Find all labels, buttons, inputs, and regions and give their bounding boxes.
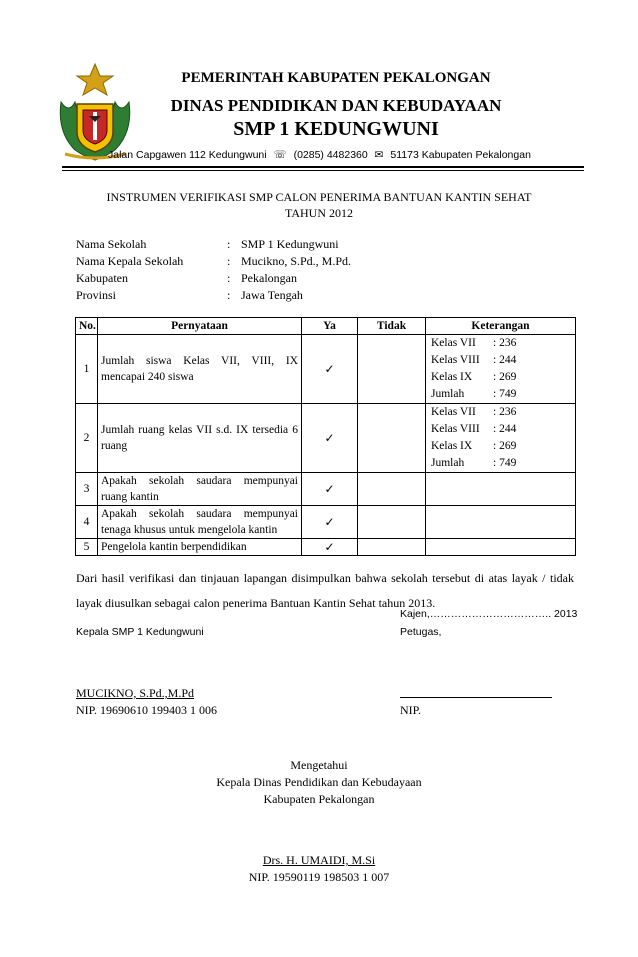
acknowledged-label: Mengetahui: [290, 758, 348, 772]
col-no-answer-header: Tidak: [358, 318, 426, 335]
row-statement: Apakah sekolah saudara mempunyai tenaga khusus untuk mengelola kantin: [98, 506, 302, 539]
officer-nip: NIP.: [400, 703, 422, 717]
row-tidak: [358, 404, 426, 473]
row-statement: Pengelola kantin berpendidikan: [98, 539, 302, 556]
info-separator: :: [227, 271, 231, 285]
info-separator: :: [227, 254, 231, 268]
info-row: [76, 270, 351, 287]
header-school-name: SMP 1 KEDUNGWUNI: [233, 118, 439, 140]
row-notes: Kelas VII : 236 Kelas VIII : 244 Kelas IX : 269 Jumlah : 749: [426, 404, 576, 473]
row-tidak: [358, 473, 426, 506]
header-government-line: PEMERINTAH KABUPATEN PEKALONGAN: [181, 70, 491, 86]
table-row: [76, 539, 576, 556]
row-number: 1: [76, 335, 98, 404]
info-label: Nama Sekolah: [76, 237, 147, 251]
checkmark-icon: ✓: [302, 335, 358, 404]
row-statement: Apakah sekolah saudara mempunyai ruang kantin: [98, 473, 302, 506]
envelope-icon: ✉: [374, 149, 384, 161]
col-statement-header: Pernyataan: [98, 318, 302, 335]
table-row: [76, 473, 576, 506]
row-tidak: [358, 539, 426, 556]
row-notes: [426, 539, 576, 556]
row-number: 2: [76, 404, 98, 473]
col-no-header: No.: [76, 318, 98, 335]
row-statement: Jumlah siswa Kelas VII, VIII, IX mencapai 240 siswa: [98, 335, 302, 404]
row-notes: [426, 506, 576, 539]
info-separator: :: [227, 237, 231, 251]
principal-nip: NIP. 19690610 199403 1 006: [76, 703, 218, 717]
place-date: Kajen,…………………………….. 2013: [400, 608, 578, 620]
table-header-row: [76, 318, 576, 335]
row-tidak: [358, 506, 426, 539]
info-row: [76, 253, 351, 270]
school-info: [76, 236, 351, 304]
row-tidak: [358, 335, 426, 404]
col-notes-header: Keterangan: [426, 318, 576, 335]
row-number: 4: [76, 506, 98, 539]
department-head-nip: NIP. 19590119 198503 1 007: [248, 870, 390, 884]
officer-signature-line: [400, 697, 552, 698]
header-divider-thin: [62, 170, 584, 171]
row-statement: Jumlah ruang kelas VII s.d. IX tersedia 6 ruang: [98, 404, 302, 473]
row-notes: [426, 473, 576, 506]
principal-name: MUCIKNO, S.Pd.,M.Pd: [76, 686, 195, 700]
department-head-name: Drs. H. UMAIDI, M.Si: [262, 853, 376, 867]
row-number: 3: [76, 473, 98, 506]
telephone-icon: ☏: [273, 149, 287, 161]
header-divider-thick: [62, 166, 584, 168]
info-row: [76, 287, 351, 304]
table-row: [76, 335, 576, 404]
checkmark-icon: ✓: [302, 539, 358, 556]
header-address-line: [108, 149, 535, 161]
postal-text: 51173 Kabupaten Pekalongan: [390, 149, 531, 161]
conclusion-paragraph: Dari hasil verifikasi dan tinjauan lapangan disimpulkan bahwa sekolah tersebut di atas layak / tidak layak diusulkan sebagai calon penerima Bantuan Kantin Sehat tahun 2013.: [76, 571, 574, 610]
row-number: 5: [76, 539, 98, 556]
table-row: [76, 404, 576, 473]
row-notes: Kelas VII : 236 Kelas VIII : 244 Kelas IX : 269 Jumlah : 749: [426, 335, 576, 404]
info-value: Mucikno, S.Pd., M.Pd.: [241, 254, 352, 268]
table-row: [76, 506, 576, 539]
info-separator: :: [227, 288, 231, 302]
department-regency: Kabupaten Pekalongan: [263, 792, 375, 806]
info-value: Pekalongan: [241, 271, 297, 285]
document-title: INSTRUMEN VERIFIKASI SMP CALON PENERIMA BANTUAN KANTIN SEHAT: [106, 190, 532, 204]
officer-title: Petugas,: [400, 626, 442, 638]
principal-title: Kepala SMP 1 Kedungwuni: [76, 626, 204, 638]
info-value: SMP 1 Kedungwuni: [241, 237, 339, 251]
info-label: Provinsi: [76, 288, 117, 302]
col-yes-header: Ya: [302, 318, 358, 335]
verification-table: [75, 317, 576, 556]
checkmark-icon: ✓: [302, 506, 358, 539]
info-value: Jawa Tengah: [241, 288, 303, 302]
department-head-title: Kepala Dinas Pendidikan dan Kebudayaan: [216, 775, 422, 789]
info-label: Kabupaten: [76, 271, 128, 285]
address-text: Jalan Capgawen 112 Kedungwuni: [108, 149, 267, 161]
document-title-year: TAHUN 2012: [284, 206, 354, 220]
info-row: [76, 236, 351, 253]
phone-text: (0285) 4482360: [293, 149, 368, 161]
header-department-line: DINAS PENDIDIKAN DAN KEBUDAYAAN: [170, 96, 502, 115]
checkmark-icon: ✓: [302, 404, 358, 473]
info-label: Nama Kepala Sekolah: [76, 254, 184, 268]
checkmark-icon: ✓: [302, 473, 358, 506]
